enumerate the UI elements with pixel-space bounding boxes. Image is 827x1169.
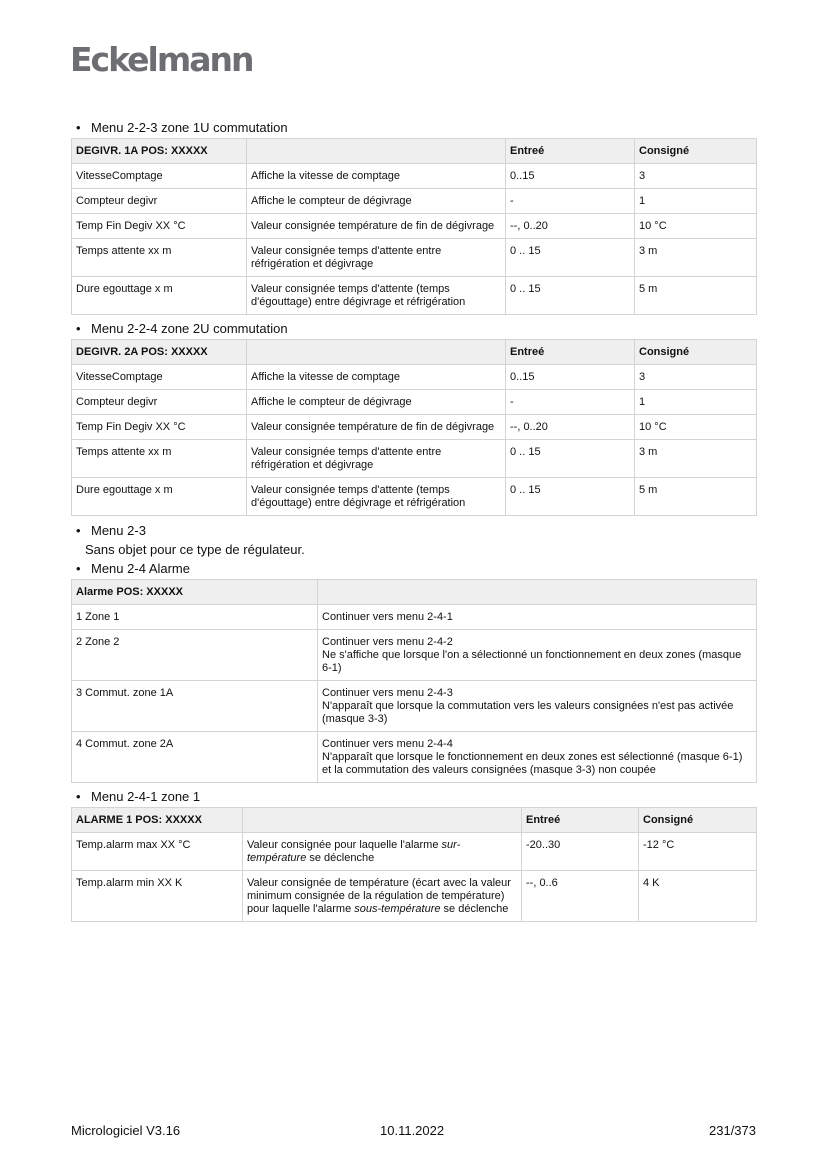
default-cell: 3 (635, 365, 757, 390)
document-date: 10.11.2022 (380, 1123, 445, 1138)
desc-cell: Valeur consignée temps d'attente (temps d'égouttage) entre dégivrage et réfrigération (247, 277, 506, 315)
param-cell: Dure egouttage x m (72, 277, 247, 315)
section-title: Menu 2-2-4 zone 2U commutation (91, 321, 288, 336)
header-cell: Entreé (522, 808, 639, 833)
default-cell: 5 m (635, 478, 757, 516)
menu-item-cell: 3 Commut. zone 1A (72, 681, 318, 732)
header-cell: Consigné (639, 808, 757, 833)
param-cell: Dure egouttage x m (72, 478, 247, 516)
table-row (72, 277, 757, 315)
param-cell: Compteur degivr (72, 390, 247, 415)
table-row (72, 415, 757, 440)
range-cell: - (506, 189, 635, 214)
table-row (72, 605, 757, 630)
desc-text: Valeur consignée pour laquelle l'alarme (247, 839, 442, 851)
default-cell: 1 (635, 390, 757, 415)
desc-cell (243, 871, 522, 922)
desc-cell: Valeur consignée temps d'attente entre réfrigération et dégivrage (247, 239, 506, 277)
header-cell: DEGIVR. 2A POS: XXXXX (72, 340, 247, 365)
table-row (72, 478, 757, 516)
eckelmann-logo: Eckelmann (70, 40, 253, 79)
param-cell: VitesseComptage (72, 164, 247, 189)
section-heading: • Menu 2-2-3 zone 1U commutation (76, 120, 288, 135)
desc-cell: Affiche le compteur de dégivrage (247, 189, 506, 214)
table-row (72, 239, 757, 277)
table-row (72, 871, 757, 922)
table-header-row (72, 580, 757, 605)
menu-item-cell: 1 Zone 1 (72, 605, 318, 630)
section-heading: • Menu 2-4 Alarme (76, 561, 190, 576)
param-cell: Temp.alarm min XX K (72, 871, 243, 922)
desc-cell: Affiche la vitesse de comptage (247, 365, 506, 390)
table-header-row (72, 808, 757, 833)
header-cell: Entreé (506, 340, 635, 365)
table-header-row (72, 340, 757, 365)
action-text: Continuer vers menu 2-4-1 (322, 611, 453, 623)
header-cell: Entreé (506, 139, 635, 164)
param-cell: Temps attente xx m (72, 239, 247, 277)
table-row (72, 390, 757, 415)
default-cell: 4 K (639, 871, 757, 922)
range-cell: 0..15 (506, 164, 635, 189)
default-cell: 3 m (635, 440, 757, 478)
table-row (72, 214, 757, 239)
header-cell: ALARME 1 POS: XXXXX (72, 808, 243, 833)
action-cell (318, 681, 757, 732)
section-heading: • Menu 2-3 (76, 523, 146, 538)
section-heading: • Menu 2-2-4 zone 2U commutation (76, 321, 288, 336)
range-cell: --, 0..6 (522, 871, 639, 922)
section-text: Sans objet pour ce type de régulateur. (85, 542, 305, 557)
default-cell: 1 (635, 189, 757, 214)
action-text: Continuer vers menu 2-4-4 (322, 738, 453, 750)
header-cell: DEGIVR. 1A POS: XXXXX (72, 139, 247, 164)
range-cell: 0 .. 15 (506, 239, 635, 277)
default-cell: 10 °C (635, 214, 757, 239)
menu-item-cell: 4 Commut. zone 2A (72, 732, 318, 783)
range-cell: -20..30 (522, 833, 639, 871)
default-cell: 5 m (635, 277, 757, 315)
table-row (72, 630, 757, 681)
desc-text: Valeur consignée de température (écart avec la valeur minimum consignée de la régulation de température) pour laquelle l'alarme (247, 877, 511, 915)
degivr-2a-table (71, 339, 757, 516)
header-cell (247, 340, 506, 365)
table-header-row (72, 139, 757, 164)
table-row (72, 732, 757, 783)
section-title: Menu 2-4-1 zone 1 (91, 789, 201, 804)
degivr-1a-table (71, 138, 757, 315)
param-cell: Temps attente xx m (72, 440, 247, 478)
desc-cell: Valeur consignée température de fin de dégivrage (247, 214, 506, 239)
action-cell (318, 630, 757, 681)
desc-text: se déclenche (306, 852, 375, 864)
header-cell (247, 139, 506, 164)
default-cell: -12 °C (639, 833, 757, 871)
header-cell: Alarme POS: XXXXX (72, 580, 318, 605)
desc-emphasis: sous-température (354, 903, 441, 915)
desc-cell: Affiche la vitesse de comptage (247, 164, 506, 189)
desc-cell: Affiche le compteur de dégivrage (247, 390, 506, 415)
range-cell: --, 0..20 (506, 214, 635, 239)
param-cell: Temp Fin Degiv XX °C (72, 214, 247, 239)
header-cell: Consigné (635, 340, 757, 365)
table-row (72, 189, 757, 214)
range-cell: 0 .. 15 (506, 440, 635, 478)
section-heading: • Menu 2-4-1 zone 1 (76, 789, 201, 804)
desc-cell: Valeur consignée temps d'attente entre réfrigération et dégivrage (247, 440, 506, 478)
table-row (72, 440, 757, 478)
table-row (72, 164, 757, 189)
alarm-menu-table (71, 579, 757, 783)
desc-cell (243, 833, 522, 871)
desc-emphasis: sur-température (247, 839, 461, 864)
action-text: Continuer vers menu 2-4-3 (322, 687, 453, 699)
action-cell (318, 732, 757, 783)
section-title: Menu 2-4 Alarme (91, 561, 190, 576)
action-note: Ne s'affiche que lorsque l'on a sélectionné un fonctionnement en deux zones (masque 6-1) (322, 649, 742, 674)
menu-item-cell: 2 Zone 2 (72, 630, 318, 681)
range-cell: 0 .. 15 (506, 277, 635, 315)
action-cell (318, 605, 757, 630)
range-cell: --, 0..20 (506, 415, 635, 440)
range-cell: - (506, 390, 635, 415)
alarme-1-table (71, 807, 757, 922)
action-note: N'apparaît que lorsque le fonctionnement en deux zones est sélectionné (masque 6-1) et la commutation des valeurs consignées (masque 3-3) non coupée (322, 751, 743, 776)
range-cell: 0..15 (506, 365, 635, 390)
desc-cell: Valeur consignée température de fin de dégivrage (247, 415, 506, 440)
param-cell: Temp.alarm max XX °C (72, 833, 243, 871)
header-cell (318, 580, 757, 605)
range-cell: 0 .. 15 (506, 478, 635, 516)
default-cell: 10 °C (635, 415, 757, 440)
table-row (72, 681, 757, 732)
param-cell: VitesseComptage (72, 365, 247, 390)
table-row (72, 365, 757, 390)
default-cell: 3 m (635, 239, 757, 277)
firmware-version: Micrologiciel V3.16 (71, 1123, 181, 1138)
action-note: N'apparaît que lorsque la commutation vers les valeurs consignées n'est pas activée (masque 3-3) (322, 700, 734, 725)
action-text: Continuer vers menu 2-4-2 (322, 636, 453, 648)
section-title: Menu 2-3 (91, 523, 146, 538)
section-title: Menu 2-2-3 zone 1U commutation (91, 120, 288, 135)
page-content (71, 119, 756, 927)
desc-cell: Valeur consignée temps d'attente (temps d'égouttage) entre dégivrage et réfrigération (247, 478, 506, 516)
default-cell: 3 (635, 164, 757, 189)
desc-text: se déclenche (440, 903, 509, 915)
param-cell: Temp Fin Degiv XX °C (72, 415, 247, 440)
header-cell (243, 808, 522, 833)
page-number: 231/373 (709, 1123, 756, 1138)
param-cell: Compteur degivr (72, 189, 247, 214)
header-cell: Consigné (635, 139, 757, 164)
table-row (72, 833, 757, 871)
